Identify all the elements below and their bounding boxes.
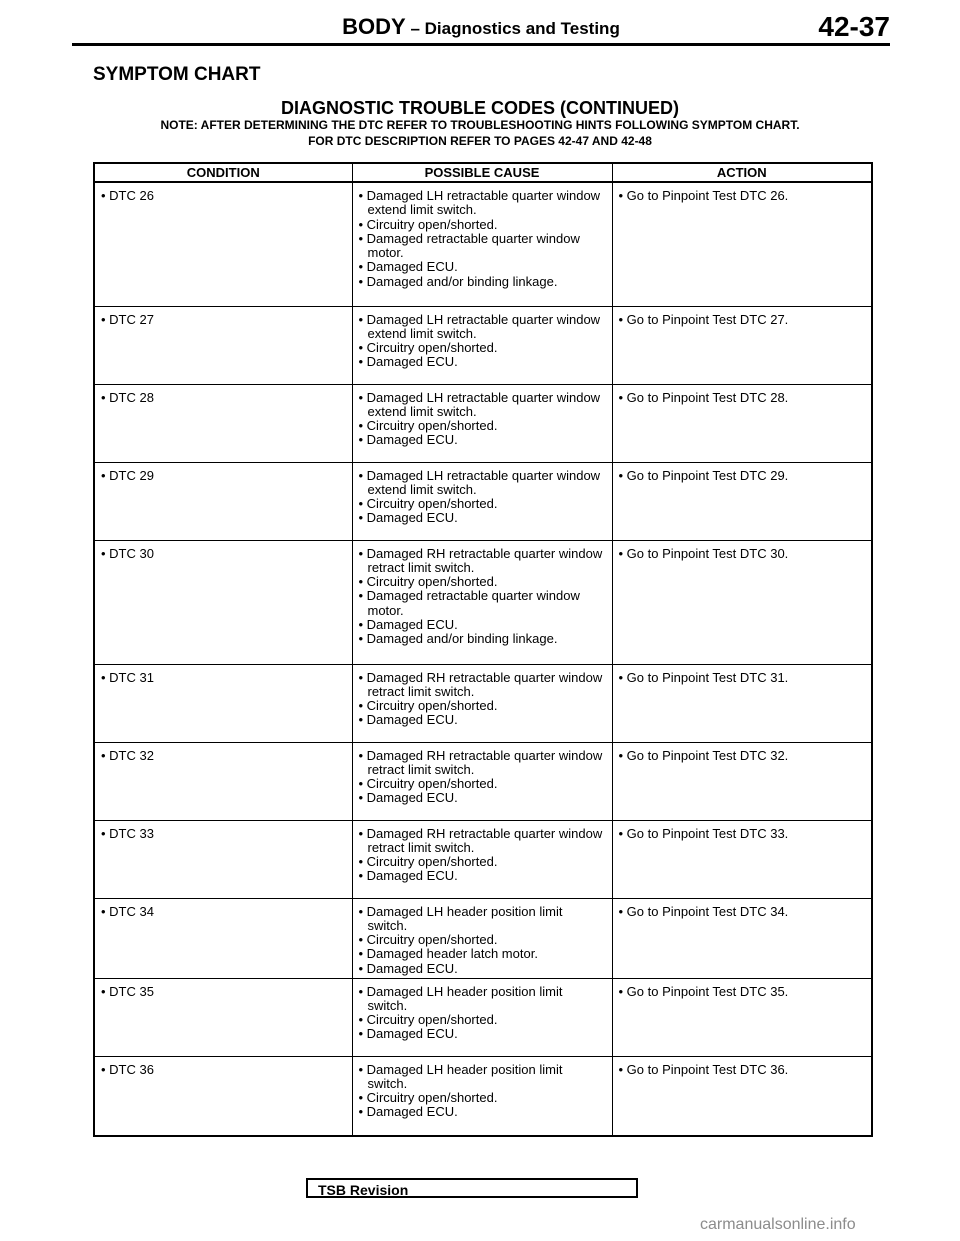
cause-item: • Damaged LH header position limit switch. [358,983,563,1013]
cause-item: • Damaged RH retractable quarter window retract limit switch. [358,825,603,855]
possible-cause-cell [352,820,612,898]
action-cell: • Go to Pinpoint Test DTC 36. [618,1061,789,1077]
cause-item: • Damaged LH retractable quarter window extend limit switch. [358,467,601,497]
cause-item: • Damaged LH retractable quarter window extend limit switch. [358,188,601,218]
table-row [94,306,872,384]
cause-item: • Damaged RH retractable quarter window retract limit switch. [358,669,603,699]
header-rule [72,43,890,46]
column-header-condition: CONDITION [94,163,352,182]
page-number: 42-37 [818,11,890,42]
table-heading-note2: FOR DTC DESCRIPTION REFER TO PAGES 42-47 AND 42-48 [308,134,652,148]
possible-cause-cell [352,182,612,306]
cause-item: • Circuitry open/shorted. [358,776,498,792]
cause-item: • Circuitry open/shorted. [358,932,498,948]
table-row [94,540,872,664]
cause-item: • Circuitry open/shorted. [358,854,498,870]
cause-item: • Circuitry open/shorted. [358,698,498,714]
possible-cause-cell [352,462,612,540]
action-cell: • Go to Pinpoint Test DTC 28. [612,384,872,462]
condition-cell: • DTC 32 [94,742,352,820]
column-header-action: ACTION [612,163,872,182]
possible-cause-cell [352,306,612,384]
condition-cell: • DTC 26 [94,182,352,306]
cause-item: • Damaged ECU. [358,354,458,370]
header-title-main: BODY [342,14,406,39]
table-row [94,462,872,540]
condition-cell: • DTC 35 [94,978,352,1056]
cause-item: • Damaged LH header position limit switch. [358,1061,563,1091]
possible-cause-cell [352,384,612,462]
cause-item: • Damaged LH retractable quarter window extend limit switch. [358,311,601,341]
cause-item: • Damaged RH retractable quarter window retract limit switch. [358,545,603,575]
condition-cell: • DTC 34 [94,898,352,978]
condition-cell: • DTC 36 [94,1056,352,1136]
cause-item: • Damaged ECU. [358,960,458,976]
table-row [94,664,872,742]
cause-item: • Circuitry open/shorted. [358,574,498,590]
cause-item: • Damaged ECU. [358,790,458,806]
condition-cell: • DTC 27 [94,306,352,384]
table-row [94,820,872,898]
condition-cell: • DTC 31 [94,664,352,742]
cause-item: • Damaged ECU. [358,432,458,448]
table-row [94,1056,872,1136]
cause-item: • Damaged header latch motor. [358,946,538,962]
action-cell: • Go to Pinpoint Test DTC 27. [612,306,872,384]
table-header-row [94,163,872,182]
watermark: carmanualsonline.info [700,1216,856,1233]
cause-item: • Damaged ECU. [358,259,458,275]
possible-cause-cell [352,898,612,978]
cause-item: • Circuitry open/shorted. [358,496,498,512]
action-cell: • Go to Pinpoint Test DTC 31. [612,664,872,742]
action-cell: • Go to Pinpoint Test DTC 34. [612,898,872,978]
action-cell: • Go to Pinpoint Test DTC 35. [612,978,872,1056]
cause-item: • Damaged ECU. [358,1104,458,1120]
condition-cell: • DTC 30 [94,540,352,664]
section-title: SYMPTOM CHART [93,64,261,85]
table-body [94,182,872,1136]
possible-cause-cell [352,664,612,742]
cause-item: • Damaged ECU. [358,510,458,526]
cause-item: • Circuitry open/shorted. [358,340,498,356]
cause-item: • Damaged and/or binding linkage. [358,273,558,289]
possible-cause-cell [352,1056,612,1136]
cause-item: • Damaged LH header position limit switch. [358,903,563,933]
table-row [94,742,872,820]
cause-item: • Circuitry open/shorted. [358,1090,498,1106]
table-row [94,182,872,306]
action-cell: • Go to Pinpoint Test DTC 26. [612,182,872,306]
table-row [94,898,872,978]
cause-item: • Damaged and/or binding linkage. [358,631,558,647]
column-header-cause: POSSIBLE CAUSE [352,163,612,182]
cause-item: • Damaged ECU. [358,868,458,884]
tsb-revision-box: TSB Revision [306,1178,638,1198]
action-cell: • Go to Pinpoint Test DTC 30. [612,540,872,664]
condition-cell: • DTC 33 [94,820,352,898]
table-heading-title: DIAGNOSTIC TROUBLE CODES (CONTINUED) [281,98,679,118]
header-title-sub: – Diagnostics and Testing [405,19,620,38]
page-header [72,11,890,48]
cause-item: • Damaged LH retractable quarter window extend limit switch. [358,389,601,419]
action-cell: • Go to Pinpoint Test DTC 29. [612,462,872,540]
cause-item: • Damaged ECU. [358,616,458,632]
possible-cause-cell [352,540,612,664]
cause-item: • Damaged retractable quarter window motor. [358,588,580,618]
condition-cell: • DTC 28 [94,384,352,462]
cause-item: • Circuitry open/shorted. [358,418,498,434]
possible-cause-cell [352,978,612,1056]
cause-item: • Damaged retractable quarter window motor. [358,230,580,261]
table-row [94,384,872,462]
cause-item: • Circuitry open/shorted. [358,216,498,232]
header-title [72,14,890,40]
possible-cause-cell [352,742,612,820]
table-row [94,978,872,1056]
table-heading-note: NOTE: AFTER DETERMINING THE DTC REFER TO TROUBLESHOOTING HINTS FOLLOWING SYMPTOM CHART. [160,118,800,132]
cause-item: • Circuitry open/shorted. [358,1012,498,1028]
symptom-chart-table [93,162,873,1137]
action-cell: • Go to Pinpoint Test DTC 33. [612,820,872,898]
cause-item: • Damaged RH retractable quarter window retract limit switch. [358,747,603,777]
cause-item: • Damaged ECU. [358,712,458,728]
action-cell: • Go to Pinpoint Test DTC 32. [612,742,872,820]
condition-cell: • DTC 29 [94,462,352,540]
cause-item: • Damaged ECU. [358,1026,458,1042]
